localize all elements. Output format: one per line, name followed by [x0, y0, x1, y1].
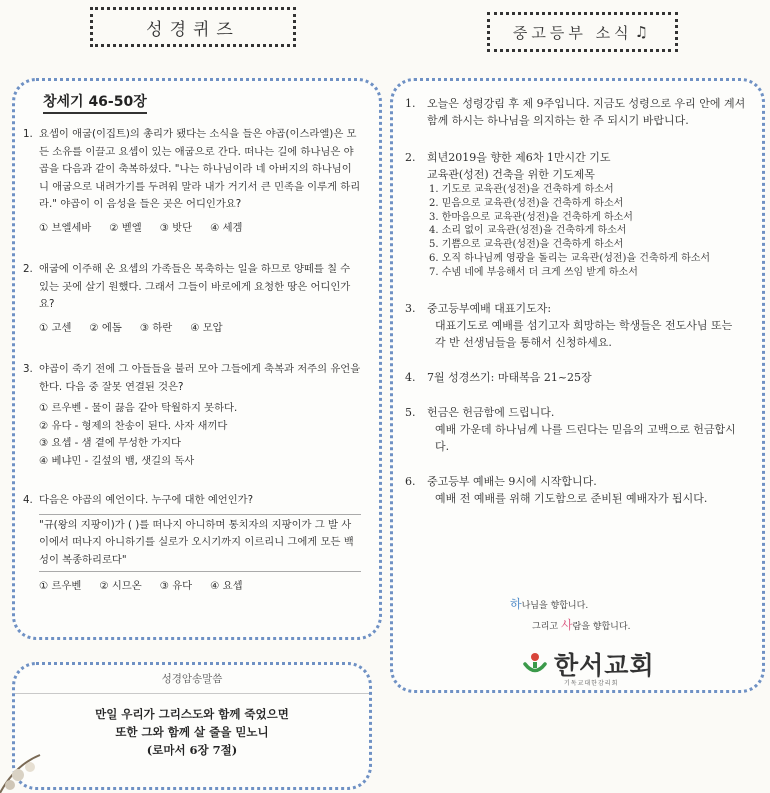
item-text: 예배 전 예배를 위해 기도함으로 준비된 예배자가 됩시다. [435, 491, 708, 505]
slogan-text: 그리고 [532, 622, 561, 632]
choice: ① 고센 [39, 321, 72, 334]
choice: ② 벧엘 [109, 221, 142, 234]
news-item-3 [405, 300, 746, 351]
quoted-prophecy: "규(왕의 지팡이)가 ( )를 떠나지 아니하며 통치자의 지팡이가 그 발 사이에서 떠나지 아니하기를 실로가 오시기까지 이르리니 그에게 모든 백성이 복종하리로다" [39, 514, 361, 573]
question-text: 다음은 야곱의 예언이다. 누구에 대한 예언인가? [39, 494, 254, 506]
memory-verse-text [15, 705, 369, 759]
news-item-2 [405, 149, 746, 280]
decorative-flower-icon [0, 745, 60, 793]
prayer-item: 5. 기쁨으로 교육관(성전)을 건축하게 하소서 [429, 239, 624, 251]
item-number: 3. [405, 301, 416, 315]
item-line: 중고등부 예배는 9시에 시작합니다. [427, 474, 597, 488]
quiz-question-1 [23, 126, 361, 237]
slogan-text: 나님을 향합니다. [521, 601, 589, 611]
item-text: 대표기도로 예배를 섬기고자 희망하는 학생들은 전도사님 또는 각 반 선생님들을 통해서 신청하세요. [435, 318, 733, 349]
memory-verse-panel [12, 662, 372, 790]
item-number: 2. [405, 151, 416, 164]
choice: ④ 요셉 [210, 580, 243, 592]
choice: ③ 하란 [139, 321, 173, 334]
slogan-line-1 [510, 595, 588, 612]
question-text: 야곱이 죽기 전에 그 아들들을 불러 모아 그들에게 축복과 저주의 유언을 한다. 다음 중 잘못 연결된 것은? [39, 363, 361, 393]
item-number: 4. [405, 370, 416, 384]
choice: ① 브엘세바 [39, 221, 92, 234]
choice: ② 에돔 [89, 321, 122, 334]
choice: ③ 요셉 - 샘 곁에 무성한 가지다 [39, 437, 181, 449]
news-title-box [487, 12, 678, 52]
item-text: 오늘은 성령강림 후 제 9주입니다. 지금도 성령으로 우리 안에 계셔 함께 하시는 하나님을 의지하는 한 주 되시기 바랍니다. [427, 97, 746, 127]
item-text: 예배 가운데 하나님께 나를 드린다는 믿음의 고백으로 헌금합시다. [435, 422, 736, 453]
news-item-6 [405, 473, 746, 507]
news-item-1 [405, 95, 746, 129]
quiz-heading: 창세기 46-50장 [43, 91, 147, 114]
quiz-question-3 [23, 361, 361, 470]
slogan-accent: 사 [560, 618, 573, 632]
music-note-icon: ♫ [634, 23, 653, 41]
news-item-5 [405, 404, 746, 455]
item-subheading: 교육관(성전) 건축을 위한 기도제목 [427, 168, 595, 181]
memory-verse-title: 성경암송말씀 [161, 673, 223, 685]
choice: ② 시므온 [99, 580, 142, 592]
choice: ① 르우벤 - 물이 끓음 같아 탁월하지 못하다. [39, 402, 238, 414]
question-number: 3. [23, 363, 33, 375]
verse-line: 또한 그와 함께 살 줄을 믿노니 [115, 725, 269, 739]
prayer-item: 1. 기도로 교육관(성전)을 건축하게 하소서 [429, 184, 614, 195]
choice: ① 르우벤 [39, 580, 82, 592]
quiz-question-4 [23, 492, 361, 596]
choice-list [39, 400, 361, 470]
church-denomination: 기독교대한감리회 [564, 680, 619, 687]
question-number: 4. [23, 494, 33, 506]
choice-row [39, 578, 361, 596]
prayer-item: 4. 소리 없이 교육관(성전)을 건축하게 하소서 [429, 225, 627, 237]
item-line: 중고등부예배 대표기도자: [427, 301, 552, 315]
quiz-panel [12, 78, 382, 640]
choice: ③ 밧단 [159, 221, 193, 234]
choice: ③ 유다 [159, 580, 193, 592]
quiz-question-2 [23, 261, 361, 337]
church-logo-icon [522, 651, 548, 677]
verse-line: 만일 우리가 그리스도와 함께 죽었으면 [95, 707, 289, 721]
question-text: 애굽에 이주해 온 요셉의 가족들은 목축하는 일을 하므로 양떼를 칠 수 있는 곳에 살기 원했다. 그래서 그들이 바로에게 요청한 땅은 어디인가요? [39, 263, 351, 310]
quiz-title: 성경퀴즈 [146, 19, 240, 40]
church-logo [522, 646, 655, 682]
choice: ④ 베냐민 - 길섶의 뱀, 샛길의 독사 [39, 454, 195, 467]
question-number: 1. [23, 128, 33, 140]
quiz-title-box [90, 7, 296, 47]
prayer-item: 2. 믿음으로 교육관(성전)을 건축하게 하소서 [429, 197, 624, 209]
item-number: 1. [405, 97, 416, 110]
item-number: 6. [405, 474, 416, 488]
choice: ② 유다 - 형제의 찬송이 된다. 사자 새끼다 [39, 419, 228, 432]
choice-row [39, 320, 361, 338]
item-text: 7월 성경쓰기: 마태복음 21~25장 [427, 370, 592, 384]
prayer-item: 7. 수넴 네에 부응해서 더 크게 쓰임 받게 하소서 [429, 266, 638, 278]
choice: ④ 모압 [190, 321, 223, 334]
slogan-accent: 하 [510, 597, 522, 611]
item-number: 5. [405, 405, 416, 419]
item-line: 희년2019을 향한 제6차 1만시간 기도 [427, 151, 611, 164]
verse-reference: (로마서 6장 7절) [146, 743, 238, 757]
choice-row [39, 220, 361, 238]
slogan-text: 람을 향합니다. [572, 622, 631, 632]
divider [15, 693, 369, 694]
prayer-list [427, 183, 746, 280]
prayer-item: 6. 오직 하나님께 영광을 돌리는 교육관(성전)을 건축하게 하소서 [429, 252, 711, 264]
news-title: 중고등부 소식 [512, 23, 633, 42]
question-text: 요셉이 애굽(이집트)의 총리가 됐다는 소식을 들은 야곱(이스라엘)은 모든 소유를 이끌고 요셉이 있는 애굽으로 간다. 떠나는 길에 하나님은 야곱을 다음과 같이 축복하셨다. "나는 하나님이라 네 아버지의 하나님이니 애굽으로 내려가기를 두려워 말라 내가 거기서 큰 민족을 이루게 하리라." 야곱이 이 음성을 들은 곳은 어디인가요? [39, 128, 361, 210]
choice: ④ 세겜 [210, 221, 243, 234]
church-name: 한서교회 [554, 651, 655, 680]
question-number: 2. [23, 263, 33, 275]
slogan-line-2 [532, 616, 630, 633]
item-line: 헌금은 헌금함에 드립니다. [427, 405, 555, 419]
prayer-item: 3. 한마음으로 교육관(성전)을 건축하게 하소서 [429, 211, 633, 223]
news-item-4 [405, 369, 746, 386]
